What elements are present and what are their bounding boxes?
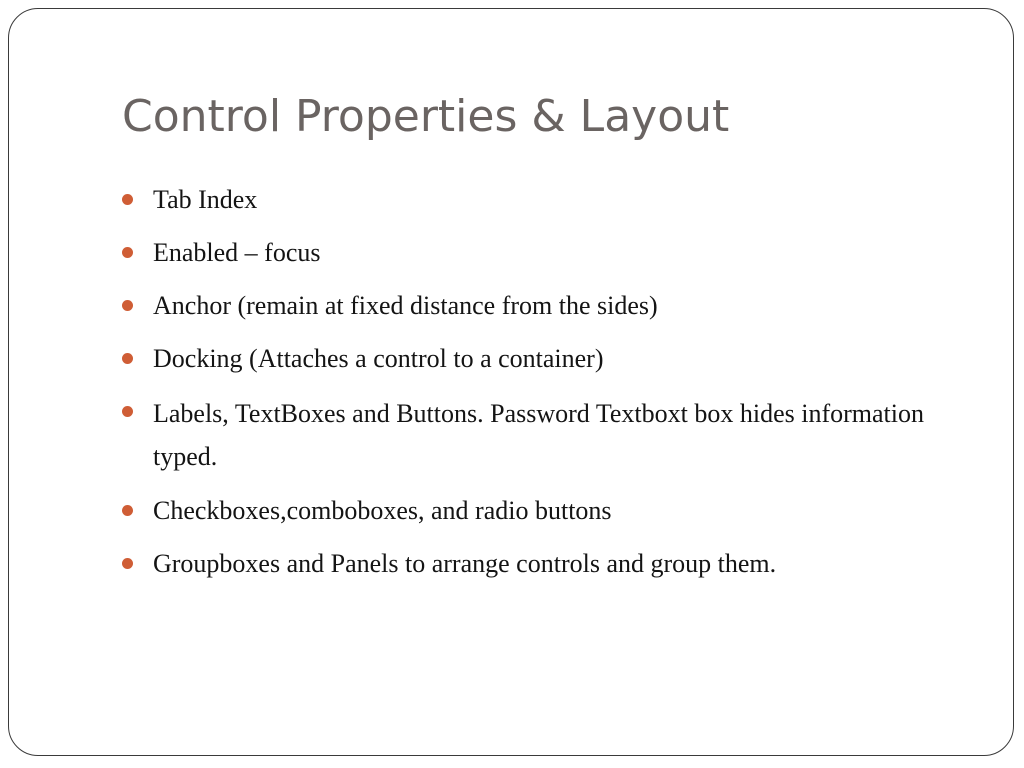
bullet-item-tab-index (122, 180, 982, 220)
bullet-text: Labels, TextBoxes and Buttons. Password Textboxt box hides information typed. (153, 399, 924, 471)
slide-frame (8, 8, 1014, 756)
bullet-dot-icon (122, 558, 133, 569)
bullet-dot-icon (122, 247, 133, 258)
bullet-dot-icon (122, 300, 133, 311)
bullet-text: Tab Index (153, 185, 258, 214)
bullet-dot-icon (122, 194, 133, 205)
bullet-item-docking (122, 339, 982, 379)
bullet-item-enabled (122, 233, 982, 273)
bullet-text: Docking (Attaches a control to a container) (153, 344, 604, 373)
bullet-text: Groupboxes and Panels to arrange controls and group them. (153, 549, 777, 578)
bullet-item-labels-textboxes (122, 392, 982, 478)
bullet-text: Checkboxes,comboboxes, and radio buttons (153, 496, 612, 525)
bullet-item-anchor (122, 286, 982, 326)
bullet-text: Anchor (remain at fixed distance from the sides) (153, 291, 658, 320)
bullet-dot-icon (122, 353, 133, 364)
slide-title: Control Properties & Layout (122, 91, 730, 142)
bullet-dot-icon (122, 505, 133, 516)
bullet-item-groupboxes (122, 544, 982, 584)
bullet-text: Enabled – focus (153, 238, 321, 267)
bullet-list (122, 180, 982, 597)
bullet-dot-icon (122, 406, 133, 417)
bullet-item-checkboxes (122, 491, 982, 531)
